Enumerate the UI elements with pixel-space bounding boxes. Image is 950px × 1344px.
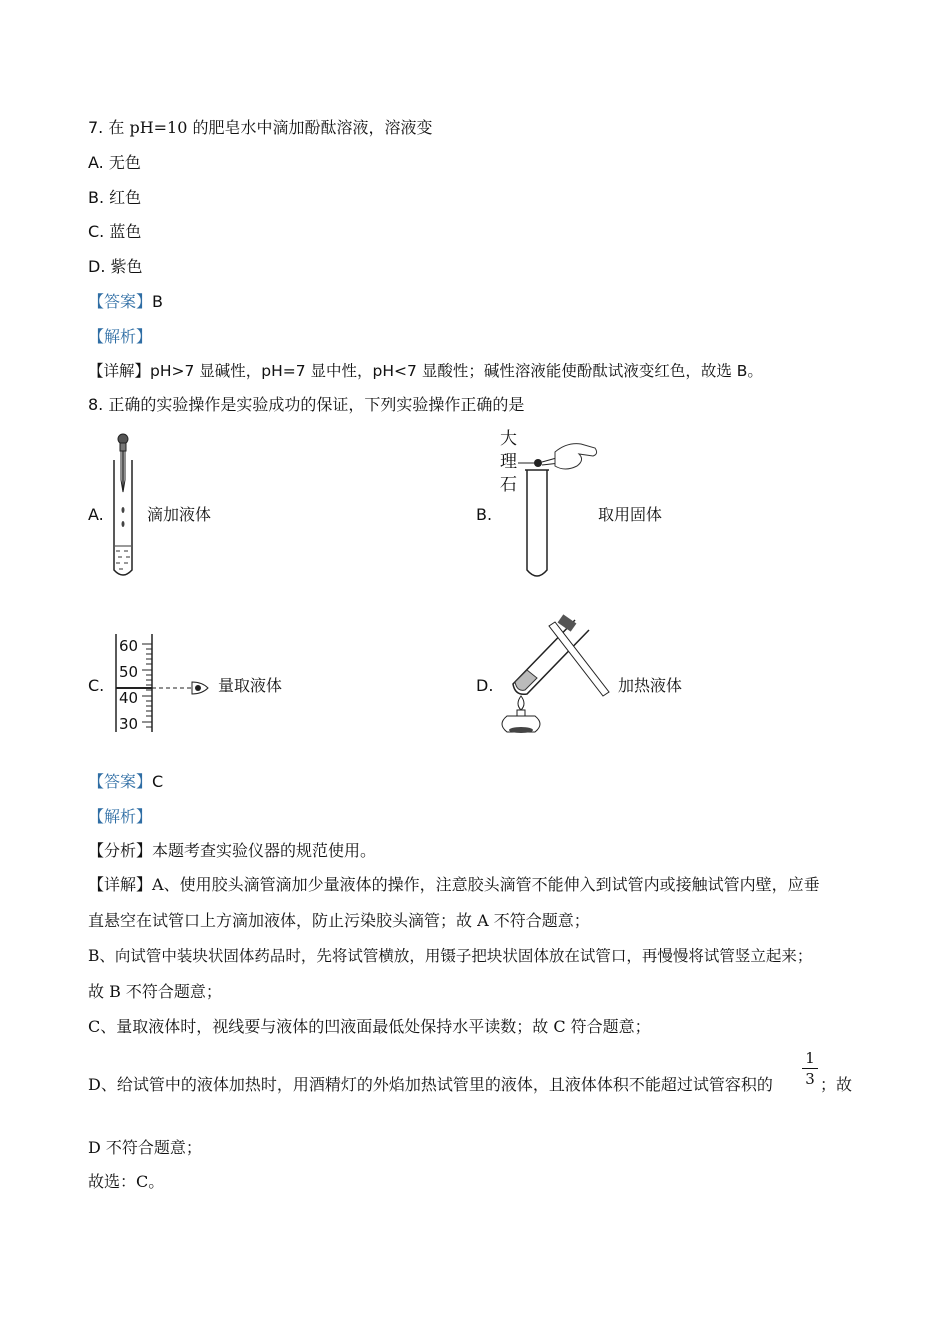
q7-option-b: B. 红色 bbox=[88, 188, 142, 207]
q8-detail-d-1: D、给试管中的液体加热时，用酒精灯的外焰加热试管里的液体，且液体体积不能超过试管容积的 bbox=[88, 1075, 773, 1094]
q7-option-d: D. 紫色 bbox=[88, 257, 143, 276]
q7-answer: 【答案】B bbox=[88, 292, 163, 311]
q8-detail-a-1: 【详解】A、使用胶头滴管滴加少量液体的操作，注意胶头滴管不能伸入到试管内或接触试管内壁，应垂 bbox=[88, 875, 820, 894]
q8-detail-d-2: D 不符合题意； bbox=[88, 1138, 202, 1157]
q8-number: 8. bbox=[88, 395, 104, 414]
q8-analysis: 【解析】 bbox=[88, 807, 153, 826]
q7-number: 7. bbox=[88, 118, 104, 137]
q7-option-a: A. 无色 bbox=[88, 153, 141, 172]
q7-stem-line bbox=[88, 118, 433, 138]
q8-detail-b-1: B、向试管中装块状固体药品时，先将试管横放，用镊子把块状固体放在试管口，再慢慢将试管竖立起来； bbox=[88, 947, 813, 965]
q8-option-a-letter: A. bbox=[88, 505, 104, 524]
q8-detail-a-2: 直悬空在试管口上方滴加液体，防止污染胶头滴管；故 A 不符合题意； bbox=[88, 911, 590, 930]
marble-label: 大 理 石 bbox=[500, 429, 517, 495]
q7-stem: 在 pH=10 的肥皂水中滴加酚酞溶液，溶液变 bbox=[108, 118, 433, 137]
marble-tongs-test-tube-figure bbox=[515, 430, 600, 580]
q8-conclusion: 故选：C。 bbox=[88, 1172, 165, 1191]
q8-option-b-letter: B. bbox=[476, 505, 493, 524]
q8-option-d-caption: 加热液体 bbox=[618, 676, 683, 695]
q8-detail-c: C、量取液体时，视线要与液体的凹液面最低处保持水平读数；故 C 符合题意； bbox=[88, 1017, 651, 1036]
heating-test-tube-figure bbox=[497, 612, 617, 737]
q8-option-c-letter: C. bbox=[88, 676, 105, 695]
q8-detail-d-1-end: ；故 bbox=[820, 1075, 853, 1094]
q7-analysis: 【解析】 bbox=[88, 327, 153, 346]
dropper-test-tube-figure bbox=[108, 430, 138, 580]
q8-option-d-letter: D. bbox=[476, 676, 494, 695]
q8-option-c-caption: 量取液体 bbox=[218, 676, 283, 695]
q8-option-b-caption: 取用固体 bbox=[598, 505, 663, 524]
one-third-fraction: 1 3 bbox=[802, 1050, 818, 1087]
q7-option-c: C. 蓝色 bbox=[88, 222, 142, 241]
q7-detail: 【详解】pH>7 显碱性，pH=7 显中性，pH<7 显酸性；碱性溶液能使酚酞试液变红色，故选 B。 bbox=[88, 362, 763, 380]
q8-fenxi: 【分析】本题考查实验仪器的规范使用。 bbox=[88, 841, 377, 860]
q8-stem-line bbox=[88, 395, 524, 415]
q8-option-a-caption: 滴加液体 bbox=[147, 505, 212, 524]
q8-stem: 正确的实验操作是实验成功的保证，下列实验操作正确的是 bbox=[108, 395, 525, 414]
q8-detail-b-2: 故 B 不符合题意； bbox=[88, 982, 222, 1001]
q8-answer: 【答案】C bbox=[88, 772, 164, 791]
cylinder-scale-labels: 60 50 40 30 bbox=[119, 637, 139, 733]
